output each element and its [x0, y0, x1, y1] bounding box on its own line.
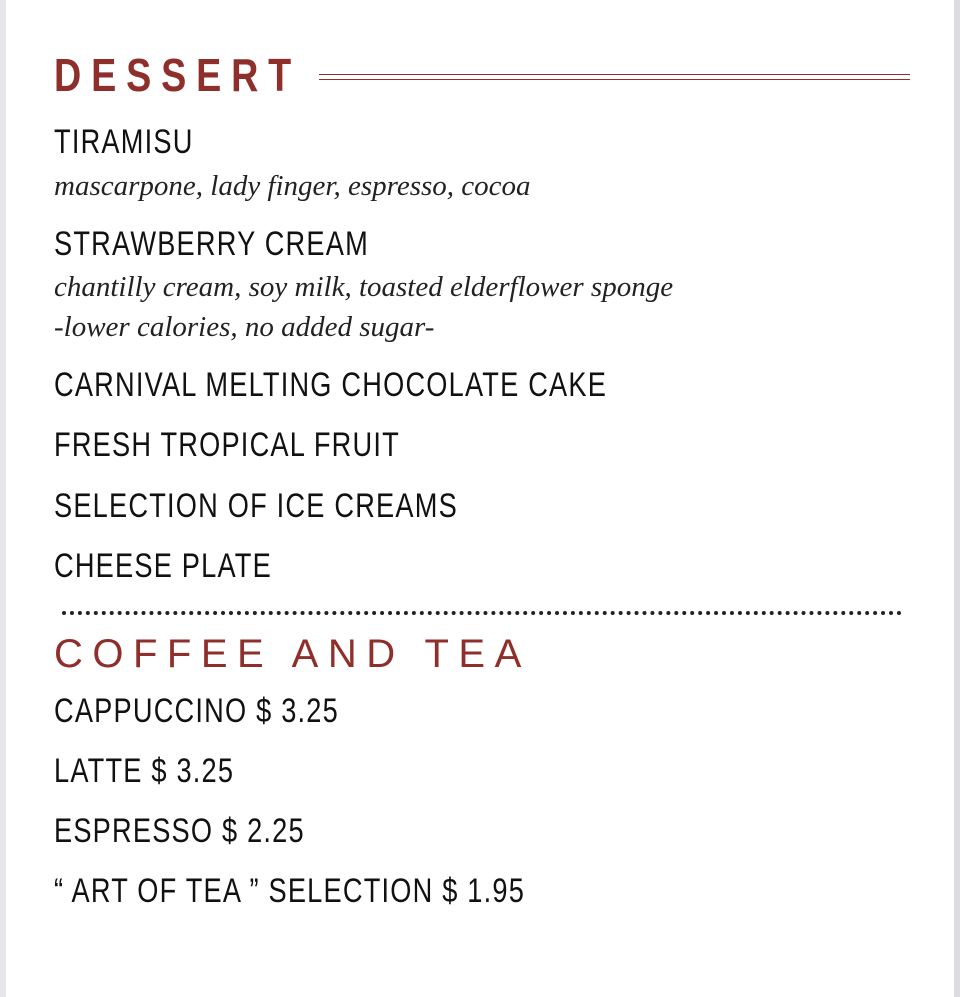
- menu-item-strawberry-cream-note: -lower calories, no added sugar-: [54, 311, 435, 343]
- menu-item-espresso: ESPRESSO $ 2.25: [54, 812, 305, 850]
- page-edge: [954, 0, 960, 997]
- dotted-divider: [62, 611, 902, 615]
- menu-item-chocolate-cake: CARNIVAL MELTING CHOCOLATE CAKE: [54, 366, 608, 404]
- menu-item-latte: LATTE $ 3.25: [54, 752, 235, 790]
- menu-item-tiramisu-desc: mascarpone, lady finger, espresso, cocoa: [54, 170, 531, 202]
- menu-item-tropical-fruit: FRESH TROPICAL FRUIT: [54, 426, 400, 464]
- menu-item-art-of-tea: “ ART OF TEA ” SELECTION $ 1.95: [54, 872, 526, 910]
- menu-item-strawberry-cream-desc: chantilly cream, soy milk, toasted elderflower sponge: [54, 271, 674, 303]
- menu-item-strawberry-cream: STRAWBERRY CREAM: [54, 225, 369, 263]
- menu-item-cheese-plate: CHEESE PLATE: [54, 547, 272, 585]
- menu-item-ice-creams: SELECTION OF ICE CREAMS: [54, 487, 458, 525]
- header-rule: [319, 74, 910, 80]
- dessert-title: DESSERT: [54, 49, 302, 101]
- coffee-tea-title: COFFEE AND TEA: [54, 632, 531, 676]
- menu-item-cappuccino: CAPPUCCINO $ 3.25: [54, 692, 339, 730]
- dessert-header: [54, 46, 910, 104]
- menu-item-tiramisu: TIRAMISU: [54, 123, 194, 161]
